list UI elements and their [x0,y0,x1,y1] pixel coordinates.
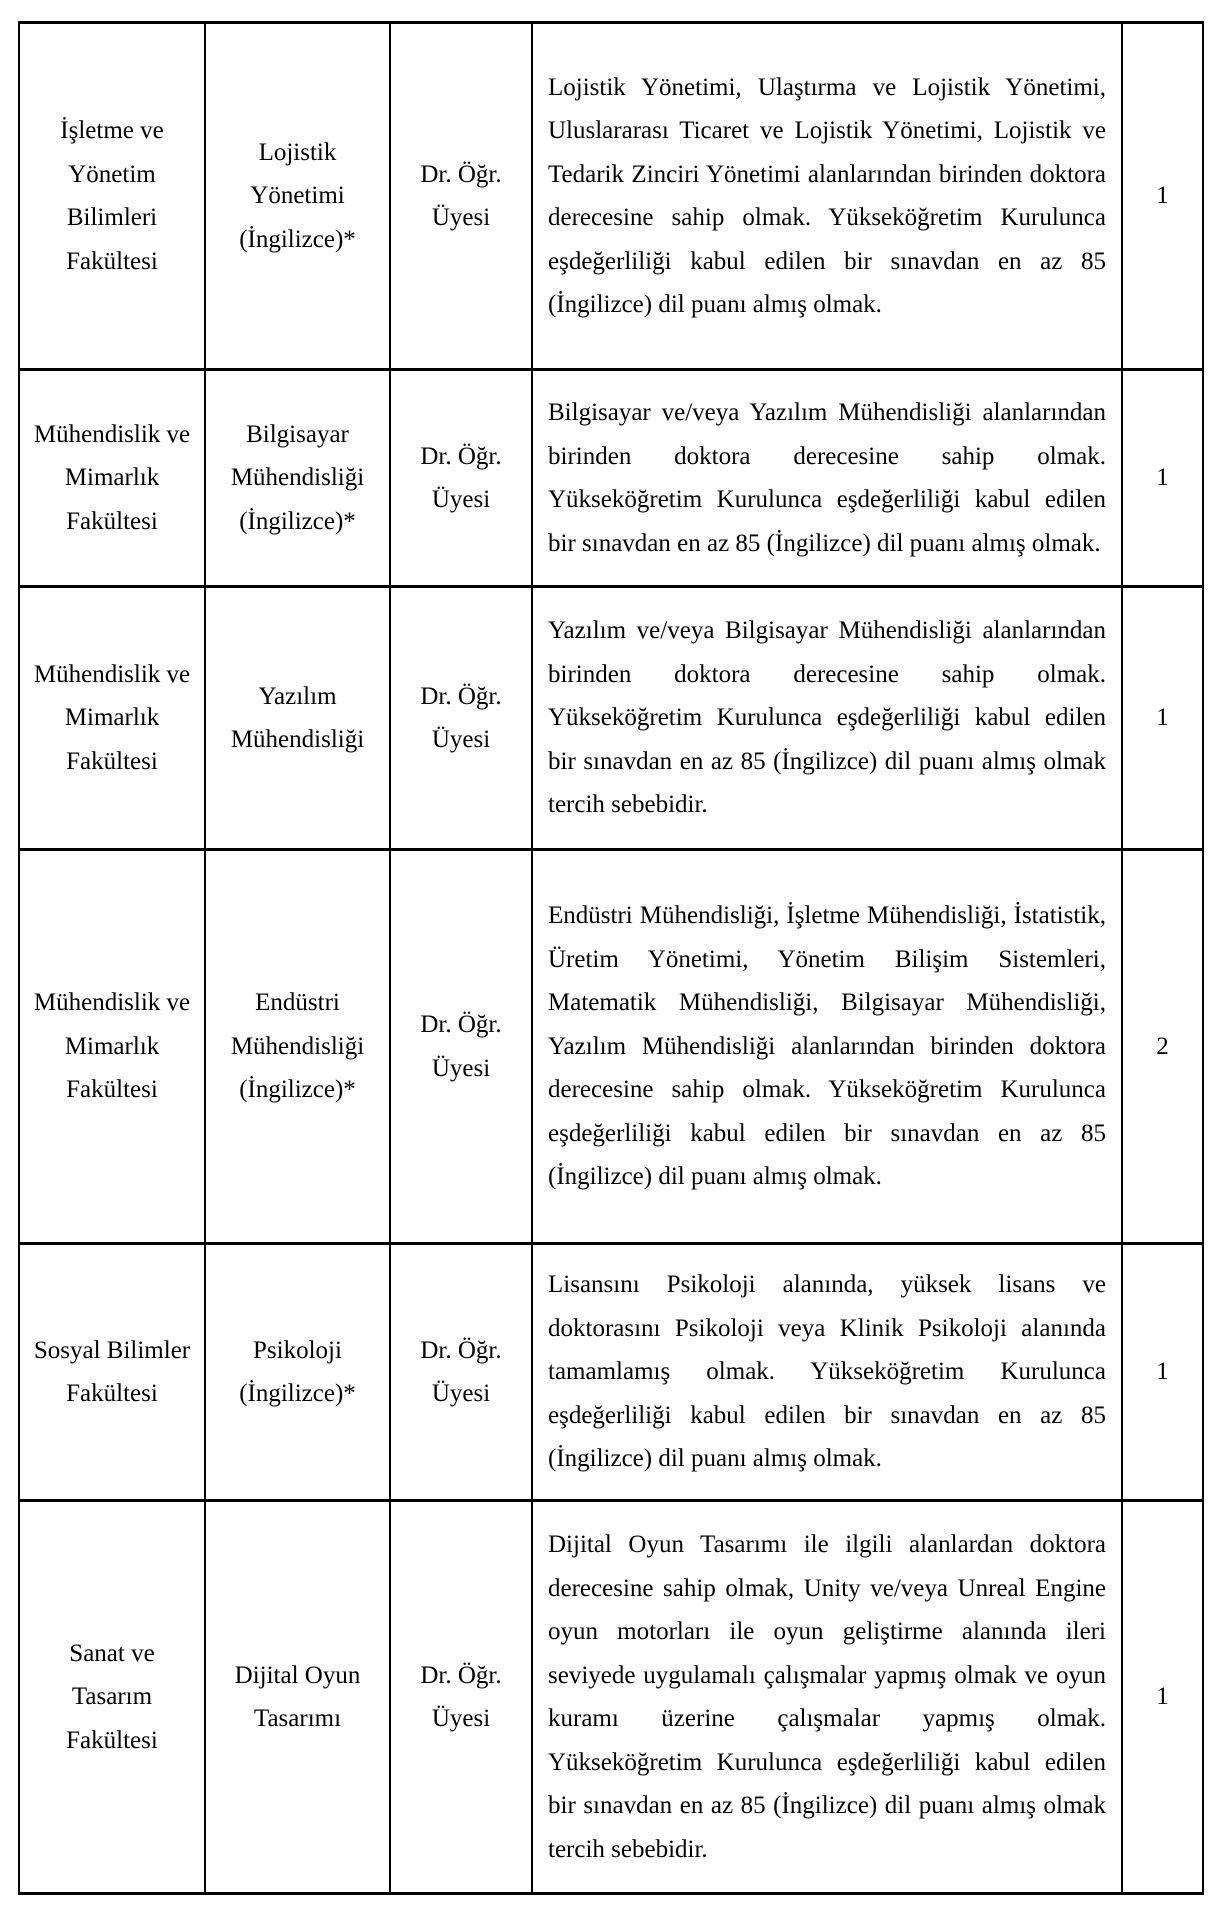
requirements-cell: Yazılım ve/veya Bilgisayar Mühendisliği alanlarından birinden doktora derecesine sahip olmak. Yükseköğretim Kurulunca eşdeğerliliği kabul edilen bir sınavdan en az 85 (İngilizce) dil puanı almış olmak tercih sebebidir. [532,587,1122,850]
table-row [19,370,1203,587]
count-cell: 1 [1122,23,1203,370]
title-cell: Dr. Öğr. Üyesi [390,1501,532,1894]
table-row [19,850,1203,1244]
title-cell: Dr. Öğr. Üyesi [390,23,532,370]
department-cell: Lojistik Yönetimi (İngilizce)* [205,23,390,370]
requirements-cell: Lojistik Yönetimi, Ulaştırma ve Lojistik Yönetimi, Uluslararası Ticaret ve Lojistik Yönetimi, Lojistik ve Tedarik Zinciri Yönetimi alanlarından birinden doktora derecesine sahip olmak. Yükseköğretim Kurulunca eşdeğerliliği kabul edilen bir sınavdan en az 85 (İngilizce) dil puanı almış olmak. [532,23,1122,370]
department-cell: Endüstri Mühendisliği (İngilizce)* [205,850,390,1244]
title-cell: Dr. Öğr. Üyesi [390,370,532,587]
count-cell: 1 [1122,1501,1203,1894]
faculty-cell: Sosyal Bilimler Fakültesi [19,1244,205,1501]
table-row [19,1244,1203,1501]
table-row [19,1501,1203,1894]
faculty-cell: Sanat ve Tasarım Fakültesi [19,1501,205,1894]
faculty-cell: Mühendislik ve Mimarlık Fakültesi [19,850,205,1244]
count-cell: 1 [1122,370,1203,587]
requirements-cell: Bilgisayar ve/veya Yazılım Mühendisliği alanlarından birinden doktora derecesine sahip olmak. Yükseköğretim Kurulunca eşdeğerliliği kabul edilen bir sınavdan en az 85 (İngilizce) dil puanı almış olmak. [532,370,1122,587]
table-row [19,23,1203,370]
academic-vacancy-table [18,21,1204,1895]
faculty-cell: İşletme ve Yönetim Bilimleri Fakültesi [19,23,205,370]
faculty-cell: Mühendislik ve Mimarlık Fakültesi [19,587,205,850]
requirements-cell: Lisansını Psikoloji alanında, yüksek lisans ve doktorasını Psikoloji veya Klinik Psikoloji alanında tamamlamış olmak. Yükseköğretim Kurulunca eşdeğerliliği kabul edilen bir sınavdan en az 85 (İngilizce) dil puanı almış olmak. [532,1244,1122,1501]
requirements-cell: Dijital Oyun Tasarımı ile ilgili alanlardan doktora derecesine sahip olmak, Unity ve/veya Unreal Engine oyun motorları ile oyun geliştirme alanında ileri seviyede uygulamalı çalışmalar yapmış olmak ve oyun kuramı üzerine çalışmalar yapmış olmak. Yükseköğretim Kurulunca eşdeğerliliği kabul edilen bir sınavdan en az 85 (İngilizce) dil puanı almış olmak tercih sebebidir. [532,1501,1122,1894]
faculty-cell: Mühendislik ve Mimarlık Fakültesi [19,370,205,587]
department-cell: Dijital Oyun Tasarımı [205,1501,390,1894]
department-cell: Psikoloji (İngilizce)* [205,1244,390,1501]
department-cell: Yazılım Mühendisliği [205,587,390,850]
requirements-cell: Endüstri Mühendisliği, İşletme Mühendisliği, İstatistik, Üretim Yönetimi, Yönetim Bilişim Sistemleri, Matematik Mühendisliği, Bilgisayar Mühendisliği, Yazılım Mühendisliği alanlarından birinden doktora derecesine sahip olmak. Yükseköğretim Kurulunca eşdeğerliliği kabul edilen bir sınavdan en az 85 (İngilizce) dil puanı almış olmak. [532,850,1122,1244]
title-cell: Dr. Öğr. Üyesi [390,587,532,850]
count-cell: 1 [1122,1244,1203,1501]
count-cell: 1 [1122,587,1203,850]
title-cell: Dr. Öğr. Üyesi [390,1244,532,1501]
count-cell: 2 [1122,850,1203,1244]
title-cell: Dr. Öğr. Üyesi [390,850,532,1244]
department-cell: Bilgisayar Mühendisliği (İngilizce)* [205,370,390,587]
table-row [19,587,1203,850]
